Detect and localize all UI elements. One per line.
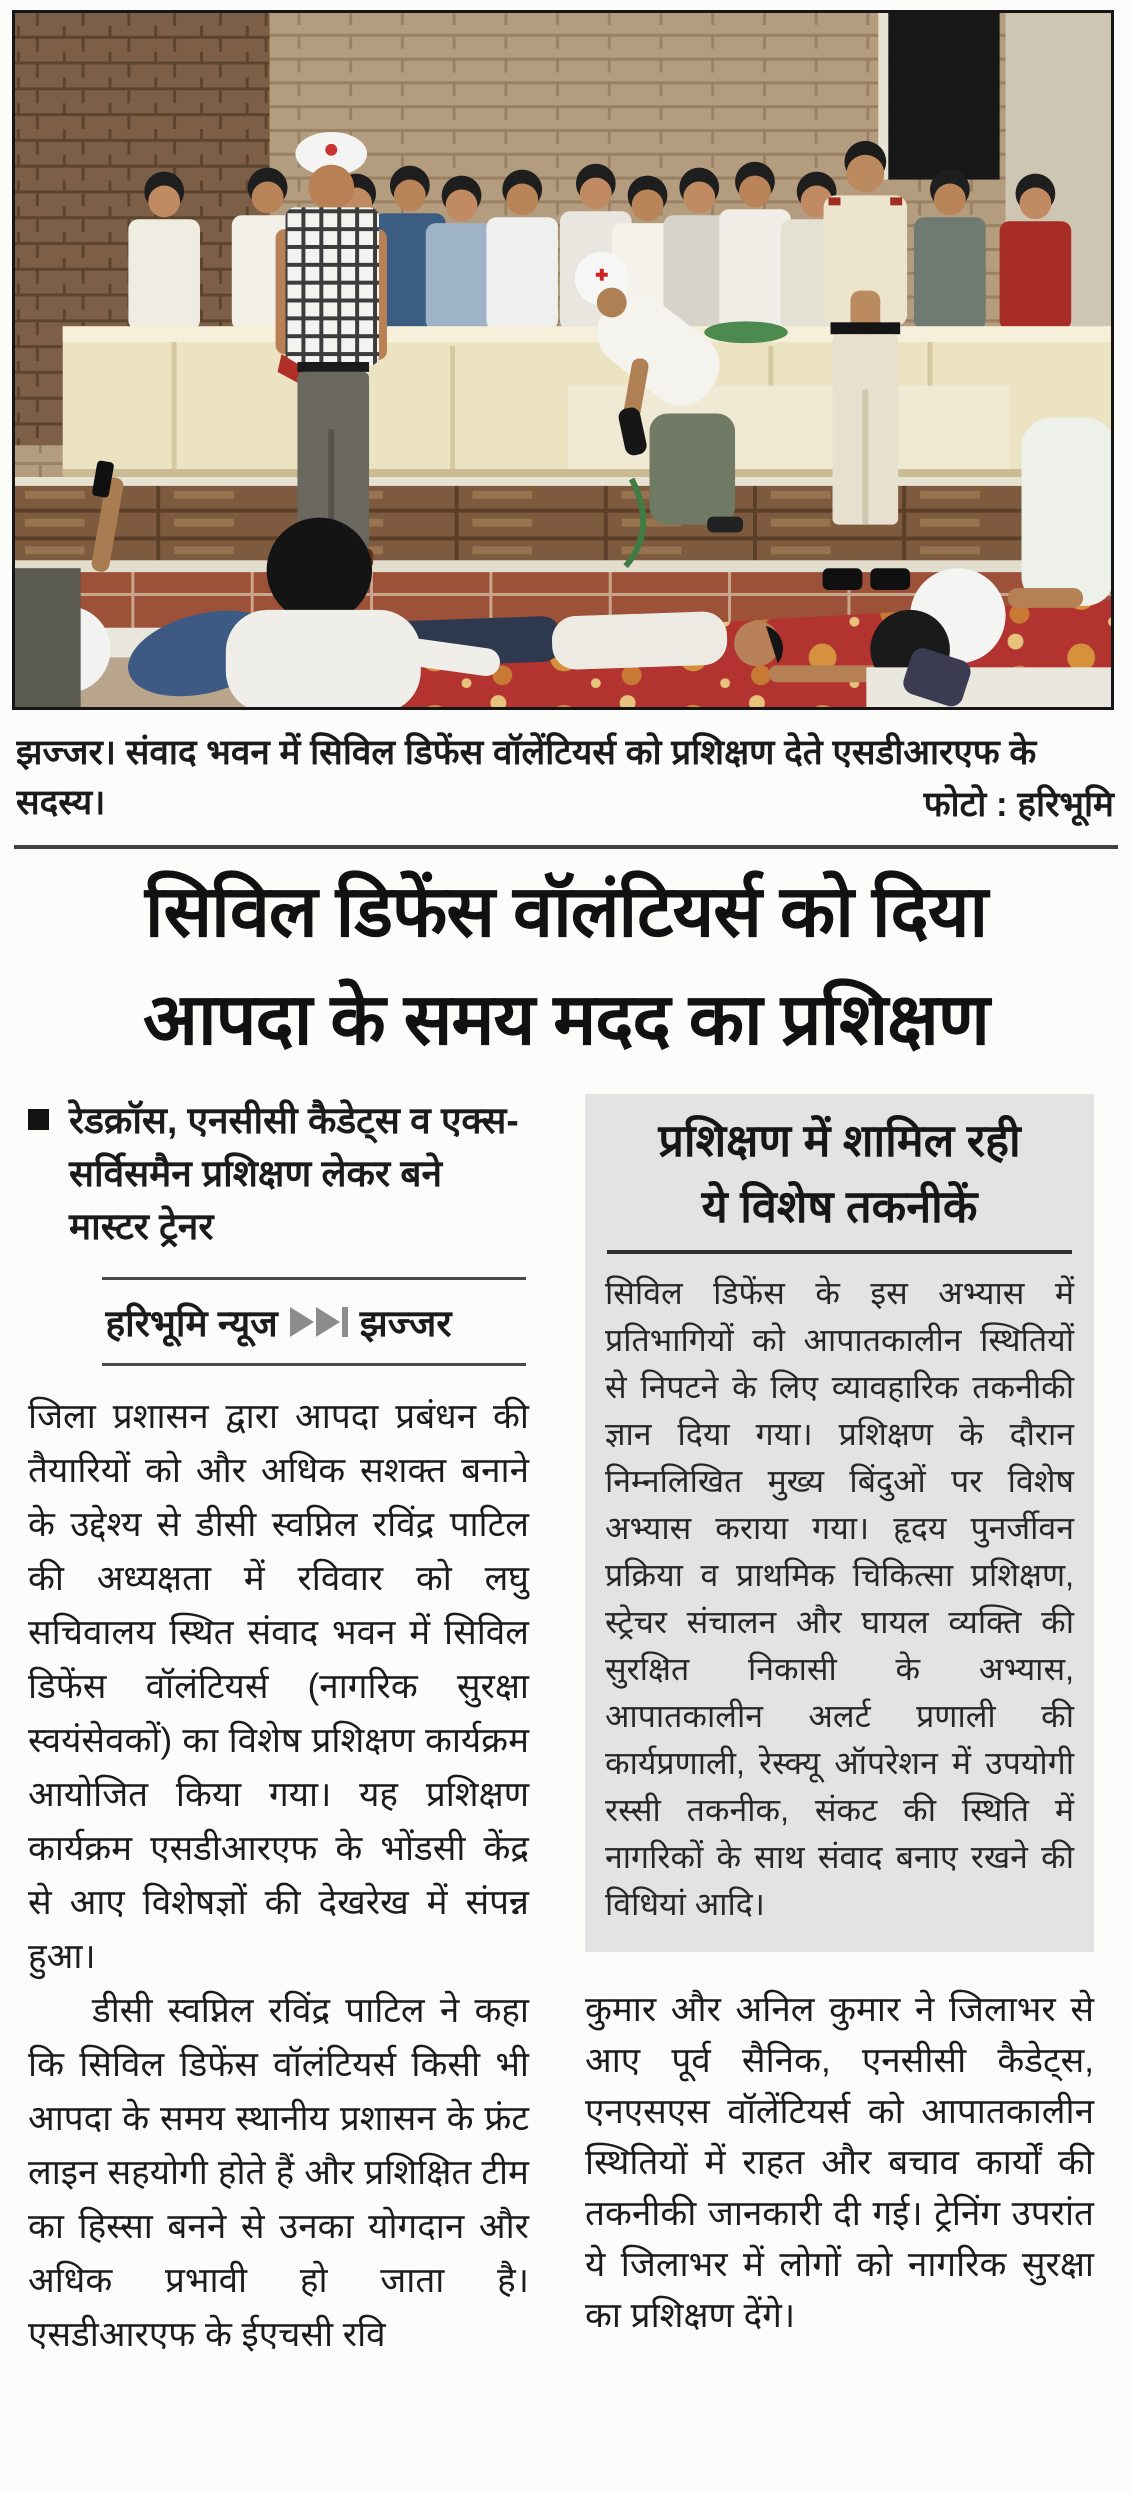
infobox-divider bbox=[607, 1250, 1072, 1254]
stage-front bbox=[15, 477, 1111, 568]
infobox-title-line-1: प्रशिक्षण में शामिल रही bbox=[658, 1115, 1021, 1166]
news-photo bbox=[12, 10, 1114, 710]
paragraph: कुमार और अनिल कुमार ने जिलाभर से आए पूर्व सैनिक, एनसीसी कैडेट्स, एनएसएस वॉलेंटियर्स को आपातकालीन स्थितियों में राहत और बचाव कार्यों की तकनीकी जानकारी दी गई। ट्रेनिंग उपरांत ये जिलाभर में लोगों को नागरिक सुरक्षा का प्रशिक्षण देंगे। bbox=[585, 1990, 1094, 2335]
fast-forward-icon bbox=[290, 1307, 348, 1337]
infobox bbox=[585, 1094, 1094, 1952]
caption-text: संवाद भवन में सिविल डिफेंस वॉलेंटियर्स को प्रशिक्षण देते एसडीआरएफ के सदस्य। bbox=[16, 733, 1037, 822]
standfirst-text: रेडक्रॉस, एनसीसी कैडेट्स व एक्स-सर्विसमैन प्रशिक्षण लेकर बने मास्टर ट्रेनर bbox=[69, 1100, 519, 1247]
caption-location: झज्जर। bbox=[16, 733, 117, 772]
infobox-body: सिविल डिफेंस के इस अभ्यास में प्रतिभागियों को आपातकालीन स्थितियों से निपटने के लिए व्यावहारिक तकनीकी ज्ञान दिया गया। प्रशिक्षण के दौरान निम्नलिखित मुख्य बिंदुओं पर विशेष अभ्यास कराया गया। हृदय पुनर्जीवन प्रक्रिया व प्राथमिक चिकित्सा प्रशिक्षण, स्ट्रेचर संचालन और घायल व्यक्ति की सुरक्षित निकासी के अभ्यास, आपातकालीन अलर्ट प्रणाली की कार्यप्रणाली, रेस्क्यू ऑपरेशन में उपयोगी रस्सी तकनीक, संकट की स्थिति में नागरिकों के साथ संवाद बनाए रखने की विधियां आदि। bbox=[605, 1275, 1074, 1922]
paragraph: जिला प्रशासन द्वारा आपदा प्रबंधन की तैयारियों को और अधिक सशक्त बनाने के उद्देश्य से डीसी स्वप्निल रविंद्र पाटिल की अध्यक्षता में रविवार को लघु सचिवालय स्थित संवाद भवन में सिविल डिफेंस वॉलंटियर्स (नागरिक सुरक्षा स्वयंसेवकों) का विशेष प्रशिक्षण कार्यक्रम आयोजित किया गया। यह प्रशिक्षण कार्यक्रम एसडीआरएफ के भोंडसी केंद्र से आए विशेषज्ञों की देखरेख में संपन्न हुआ। bbox=[28, 1397, 529, 1976]
section-divider bbox=[14, 845, 1118, 849]
dark-doorway bbox=[888, 13, 999, 180]
byline-place: झज्जर bbox=[359, 1303, 452, 1344]
column-left bbox=[28, 1094, 529, 2362]
column-right bbox=[585, 1094, 1094, 2362]
byline-agency: हरिभूमि न्यूज bbox=[105, 1303, 278, 1344]
paragraph: डीसी स्वप्निल रविंद्र पाटिल ने कहा कि सिविल डिफेंस वॉलंटियर्स किसी भी आपदा के समय स्थानीय प्रशासन के फ्रंट लाइन सहयोगी होते हैं और प्रशिक्षित टीम का हिस्सा बनने से उनका योगदान और अधिक प्रभावी हो जाता है। एसडीआरएफ के ईएचसी रवि bbox=[28, 1991, 529, 2354]
byline-rule-bottom bbox=[102, 1363, 526, 1366]
article-body-left bbox=[28, 1390, 529, 2362]
head-table bbox=[63, 321, 1111, 477]
standfirst bbox=[28, 1094, 529, 1253]
headline bbox=[18, 858, 1114, 1074]
square-bullet-icon bbox=[28, 1109, 49, 1130]
infobox-title-line-2: ये विशेष तकनीकें bbox=[701, 1181, 978, 1232]
headline-line-2: आपदा के समय मदद का प्रशिक्षण bbox=[143, 980, 989, 1060]
photo-caption bbox=[16, 728, 1116, 832]
news-photo-illustration bbox=[15, 13, 1111, 707]
photo-credit: फोटो : हरिभूमि bbox=[910, 780, 1114, 830]
byline-rule-top bbox=[102, 1277, 526, 1280]
headline-line-1: सिविल डिफेंस वॉलंटियर्स को दिया bbox=[144, 872, 988, 952]
article-body-right bbox=[585, 1984, 1094, 2341]
infobox-title bbox=[605, 1108, 1074, 1240]
article-columns bbox=[28, 1094, 1094, 2362]
byline bbox=[28, 1296, 529, 1347]
